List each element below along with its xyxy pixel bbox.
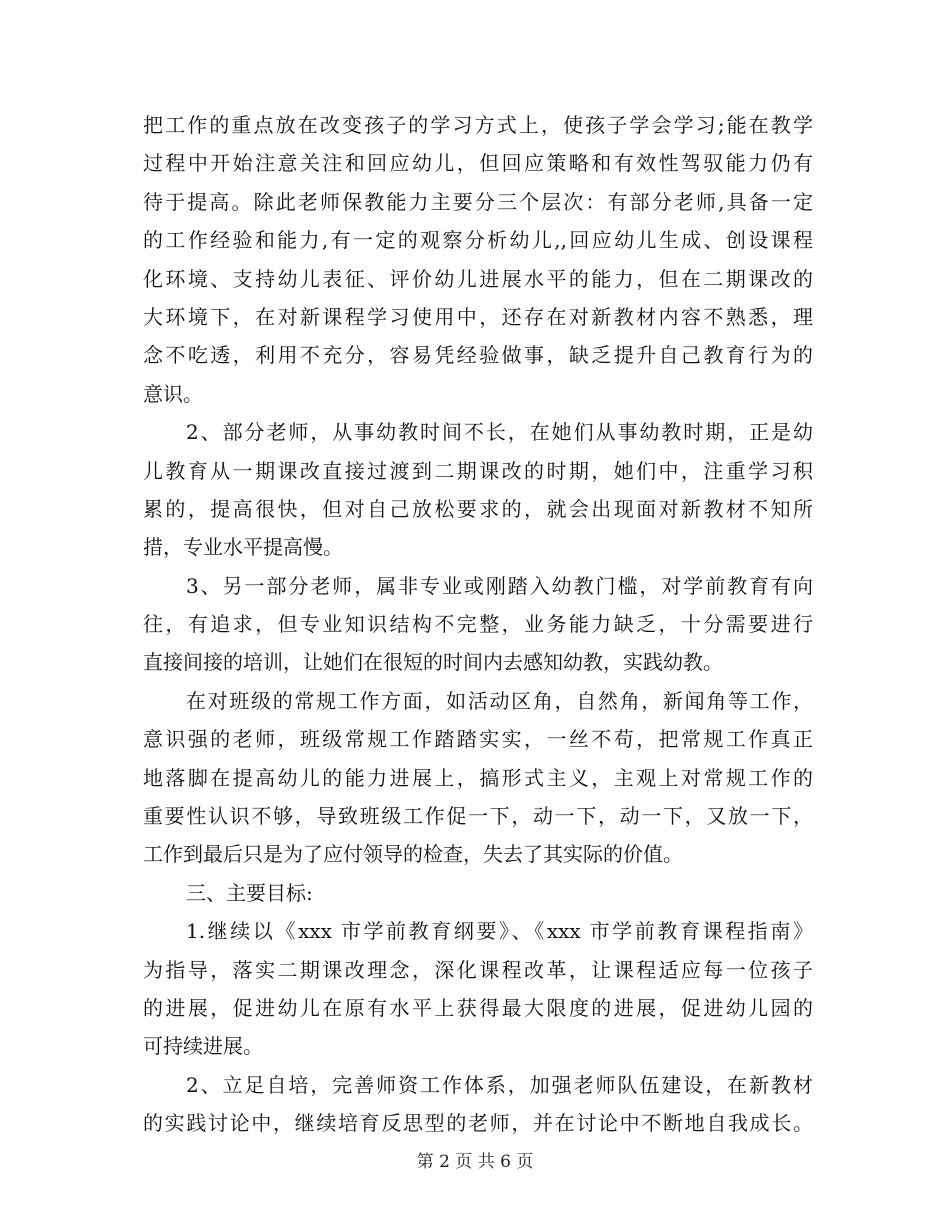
text-line: 的工作经验和能力,有一定的观察分析幼儿,,回应幼儿生成、创设课程 (143, 228, 813, 253)
text-line: 化环境、支持幼儿表征、评价幼儿进展水平的能力，但在二期课改的 (143, 266, 813, 291)
document-body (143, 106, 813, 1143)
text-line: 意识强的老师，班级常规工作踏踏实实，一丝不苟，把常规工作真正 (143, 727, 813, 752)
text-line: 待于提高。除此老师保教能力主要分三个层次：有部分老师,具备一定 (143, 189, 813, 214)
text-line: 可持续进展。 (143, 1034, 263, 1059)
text-line: 为指导，落实二期课改理念，深化课程改革，让课程适应每一位孩子 (143, 957, 813, 982)
text-line: 念不吃透，利用不充分，容易凭经验做事，缺乏提升自己教育行为的 (143, 343, 813, 368)
text-line: 意识。 (143, 381, 203, 406)
text-line: 累的，提高很快，但对自己放松要求的，就会出现面对新教材不知所 (143, 496, 813, 521)
text-line: 的进展，促进幼儿在原有水平上获得最大限度的进展，促进幼儿园的 (143, 995, 813, 1020)
text-line: 的实践讨论中，继续培育反思型的老师，并在讨论中不断地自我成长。 (143, 1111, 813, 1136)
text-line: 三、主要目标: (186, 880, 313, 905)
page-number-label: 第 2 页 共 6 页 (416, 1152, 534, 1172)
text-line: 重要性认识不够，导致班级工作促一下，动一下，动一下，又放一下， (143, 804, 813, 829)
text-line: 3、另一部分老师，属非专业或刚踏入幼教门槛，对学前教育有向 (186, 573, 813, 598)
text-line: 往，有追求，但专业知识结构不完整，业务能力缺乏，十分需要进行 (143, 612, 813, 637)
text-line: 1.继续以《xxx 市学前教育纲要》、《xxx 市学前教育课程指南》 (186, 919, 813, 944)
text-line: 地落脚在提高幼儿的能力进展上，搞形式主义，主观上对常规工作的 (143, 765, 813, 790)
text-line: 儿教育从一期课改直接过渡到二期课改的时期，她们中，注重学习积 (143, 458, 813, 483)
text-line: 2、部分老师，从事幼教时间不长，在她们从事幼教时期，正是幼 (186, 420, 813, 445)
text-line: 措，专业水平提高慢。 (143, 535, 343, 560)
text-line: 把工作的重点放在改变孩子的学习方式上，使孩子学会学习;能在教学 (143, 113, 813, 137)
text-line: 直接间接的培训，让她们在很短的时间内去感知幼教，实践幼教。 (143, 650, 723, 675)
text-line: 工作到最后只是为了应付领导的检查，失去了其实际的价值。 (143, 842, 683, 867)
text-line: 过程中开始注意关注和回应幼儿，但回应策略和有效性驾驭能力仍有 (143, 151, 813, 176)
text-line: 在对班级的常规工作方面，如活动区角，自然角，新闻角等工作， (186, 688, 813, 713)
text-line: 2、立足自培，完善师资工作体系，加强老师队伍建设，在新教材 (186, 1072, 813, 1097)
page-footer (0, 1150, 950, 1174)
text-line: 大环境下，在对新课程学习使用中，还存在对新教材内容不熟悉，理 (143, 304, 813, 329)
